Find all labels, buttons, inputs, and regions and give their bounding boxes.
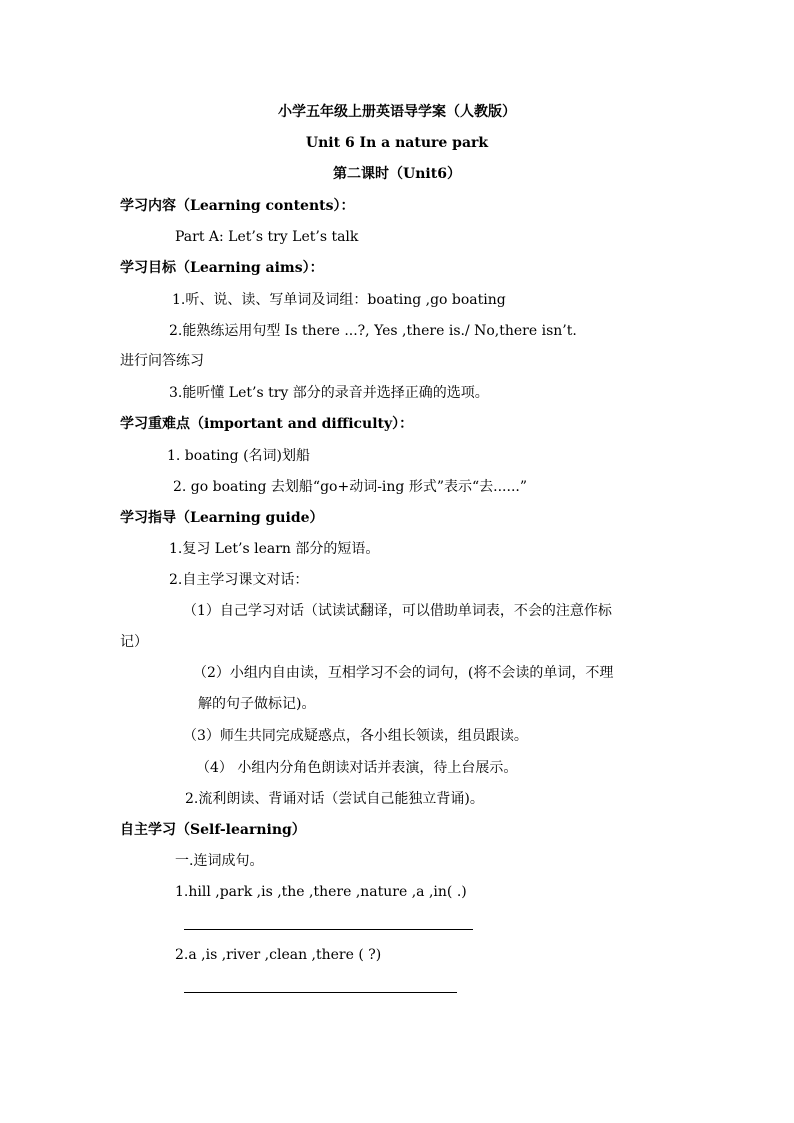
guide-heading: 学习指导（Learning guide）: [120, 510, 324, 526]
answer-line-1[interactable]: [184, 929, 473, 930]
guide-item: 2.自主学习课文对话：: [169, 572, 309, 588]
difficulty-item: 1. boating (名词)划船: [167, 448, 311, 464]
lesson-title: 第二课时（Unit6）: [333, 166, 461, 182]
difficulty-item: 2. go boating 去划船“go+动词-ing 形式”表示“去......”: [173, 479, 528, 495]
exercise-question-2: 2.a ,is ,river ,clean ,there ( ?): [175, 947, 382, 963]
aims-item: 进行问答练习: [120, 353, 204, 369]
guide-item: 2.流利朗读、背诵对话（尝试自己能独立背诵)。: [185, 791, 484, 807]
aims-item: 2.能熟练运用句型 Is there ...?, Yes ,there is./ No,there isn’t.: [169, 323, 577, 339]
exercise-section-title: 一.连词成句。: [175, 853, 264, 869]
answer-line-2[interactable]: [184, 992, 457, 993]
difficulty-heading: 学习重难点（important and difficulty）：: [120, 416, 414, 432]
guide-item: （1）自己学习对话（试读试翻译，可以借助单词表，不会的注意作标: [183, 603, 612, 619]
unit-title: Unit 6 In a nature park: [305, 135, 489, 151]
guide-item: 记）: [120, 634, 148, 650]
contents-text: Part A: Let’s try Let’s talk: [175, 229, 359, 245]
aims-heading: 学习目标（Learning aims）：: [120, 260, 324, 276]
aims-item: 1.听、说、读、写单词及词组：boating ,go boating: [172, 292, 506, 308]
guide-item: （3）师生共同完成疑惑点，各小组长领读，组员跟读。: [183, 728, 528, 744]
aims-item: 3.能听懂 Let’s try 部分的录音并选择正确的选项。: [169, 385, 489, 401]
guide-item: （4） 小组内分角色朗读对话并表演，待上台展示。: [196, 760, 518, 776]
document-title: 小学五年级上册英语导学案（人教版）: [278, 104, 516, 120]
exercise-question-1: 1.hill ,park ,is ,the ,there ,nature ,a ,in( .): [175, 884, 467, 900]
contents-heading: 学习内容（Learning contents）：: [120, 198, 355, 214]
self-learning-heading: 自主学习（Self-learning）: [120, 822, 306, 838]
guide-item: 1.复习 Let’s learn 部分的短语。: [169, 541, 380, 557]
guide-item: （2）小组内自由读，互相学习不会的词句，(将不会读的单词，不理: [193, 665, 614, 681]
guide-item: 解的句子做标记)。: [198, 696, 316, 712]
